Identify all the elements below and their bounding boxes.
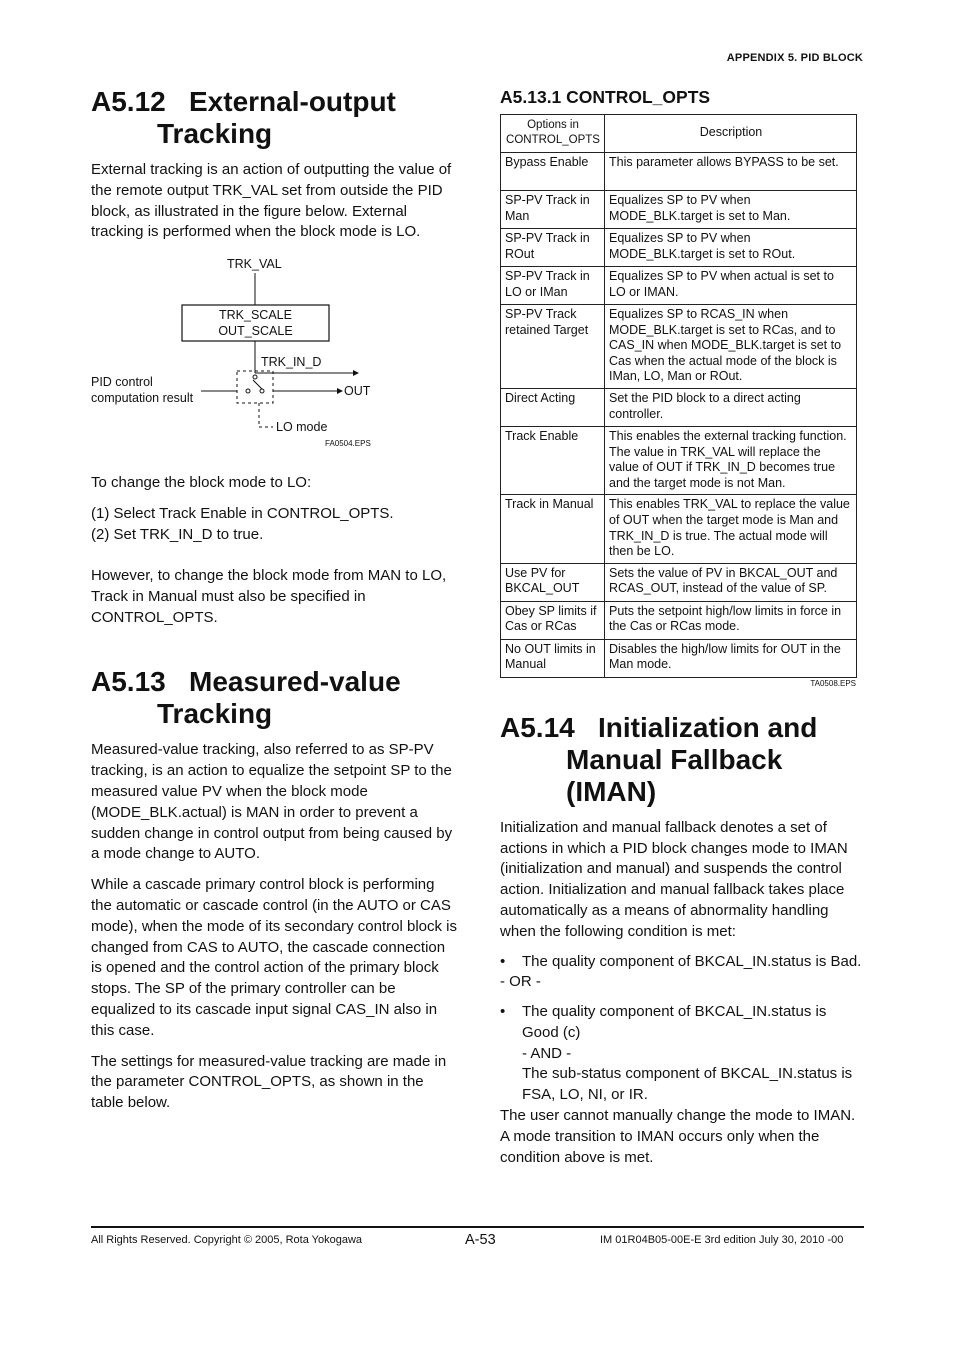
pid-label-line-1: PID control [91, 375, 153, 390]
bullet: • [500, 1003, 506, 1021]
running-head: APPENDIX 5. PID BLOCK [726, 52, 863, 64]
section-number: A5.13 [91, 666, 166, 698]
iman-note-paragraph: The user cannot manually change the mode to IMAN. A mode transition to IMAN occurs only when the condition above is met. [500, 1107, 856, 1166]
trk-in-d-arrow [353, 370, 359, 376]
description-cell: Equalizes SP to RCAS_IN when MODE_BLK.target is set to RCas, and to CAS_IN when MODE_BLK.target is set to Cas when the actual mode of the block is IMan, LO, Man or ROut. [605, 305, 857, 389]
option-cell: Track Enable [501, 426, 605, 494]
header-options [501, 115, 605, 153]
left-column [91, 86, 457, 1114]
switch-contact-b [260, 389, 264, 393]
condition-item-2 [500, 1002, 864, 1106]
table-row [501, 229, 857, 267]
bullet: • [500, 952, 506, 970]
condition-item-1 [500, 952, 864, 973]
description-cell: Equalizes SP to PV when actual is set to LO or IMAN. [605, 267, 857, 305]
section-number: A5.12 [91, 86, 166, 117]
option-cell: Track in Manual [501, 495, 605, 563]
heading-line-2: Tracking [157, 698, 273, 730]
option-cell: Obey SP limits if Cas or RCas [501, 601, 605, 639]
table-row [501, 153, 857, 191]
description-cell: This enables the external tracking function. The value in TRK_VAL will replace the value of OUT if TRK_IN_D becomes true and the target mode is not Man. [605, 426, 857, 494]
option-cell: SP-PV Track in LO or IMan [501, 267, 605, 305]
option-cell: Bypass Enable [501, 153, 605, 191]
heading-line-1: Initialization and [598, 711, 818, 743]
section-a5-14-heading [500, 712, 864, 808]
scale-box-line-1: TRK_SCALE [219, 308, 292, 323]
option-cell: Direct Acting [501, 388, 605, 426]
heading-line-1: Measured-value [189, 666, 401, 698]
option-cell: SP-PV Track in ROut [501, 229, 605, 267]
table-row [501, 639, 857, 677]
figure-eps-label: FA0504.EPS [325, 439, 371, 449]
control-opts-heading: A5.13.1 CONTROL_OPTS [500, 87, 711, 107]
condition-text: The quality component of BKCAL_IN.status is Bad. [522, 952, 862, 970]
table-row [501, 563, 857, 601]
description-cell: This enables TRK_VAL to replace the value of OUT when the target mode is Man and TRK_IN_D is true. The actual mode will then be LO. [605, 495, 857, 563]
scale-box-line-2: OUT_SCALE [218, 324, 293, 339]
lo-mode-line [259, 403, 273, 427]
or-separator: - OR - [500, 973, 541, 991]
footer-rule [91, 1226, 864, 1228]
description-cell: Set the PID block to a direct acting controller. [605, 388, 857, 426]
right-column [500, 86, 864, 1168]
and-separator: - AND - [522, 1044, 572, 1062]
table-row [501, 191, 857, 229]
table-row [501, 305, 857, 389]
page-number: A-53 [465, 1232, 496, 1248]
option-cell: Use PV for BKCAL_OUT [501, 563, 605, 601]
condition-list [500, 952, 864, 973]
header-options-line-1: Options in [527, 119, 579, 131]
section-a5-13-heading [91, 666, 457, 730]
option-cell: SP-PV Track retained Target [501, 305, 605, 389]
description-cell: Equalizes SP to PV when MODE_BLK.target is set to ROut. [605, 229, 857, 267]
measured-value-paragraph-1: Measured-value tracking, also referred to as SP-PV tracking, is an action to equalize the setpoint SP to the measured value PV when the block mode (MODE_BLK.actual) is MAN in order to prevent a sudden change in control output from being caused by a mode change to AUTO. [91, 741, 453, 863]
description-cell: Equalizes SP to PV when MODE_BLK.target is set to Man. [605, 191, 857, 229]
trk-val-label: TRK_VAL [227, 257, 282, 272]
footer-document-id: IM 01R04B05-00E-E 3rd edition July 30, 2010 -00 [600, 1234, 844, 1246]
description-cell: Puts the setpoint high/low limits in force in the Cas or RCas mode. [605, 601, 857, 639]
switch-blade [253, 380, 262, 389]
table-row [501, 267, 857, 305]
iman-paragraph: Initialization and manual fallback denotes a set of actions in which a PID block changes mode to IMAN (initialization and manual) and suspends the control action. Initialization and manual fallback takes place automatically as a means of abnormality handling when the following condition is met: [500, 818, 848, 940]
header-description: Description [605, 115, 857, 153]
table-row [501, 495, 857, 563]
lo-mode-label: LO mode [276, 420, 328, 435]
tracking-figure [91, 257, 457, 473]
control-opts-table [500, 114, 857, 678]
switch-contact-top [253, 375, 257, 379]
steps-list [91, 503, 457, 545]
trk-in-d-label: TRK_IN_D [261, 355, 322, 370]
measured-value-paragraph-3: The settings for measured-value tracking are made in the parameter CONTROL_OPTS, as shown in the table below. [91, 1052, 447, 1112]
header-options-line-2: CONTROL_OPTS [506, 134, 600, 146]
heading-line-2: Manual Fallback [566, 743, 783, 775]
option-cell: No OUT limits in Manual [501, 639, 605, 677]
section-a5-12-heading [91, 86, 457, 150]
description-cell: Disables the high/low limits for OUT in the Man mode. [605, 639, 857, 677]
out-arrow [337, 388, 343, 394]
step-1: (1) Select Track Enable in CONTROL_OPTS. [91, 504, 394, 522]
external-tracking-paragraph: External tracking is an action of outputting the value of the remote output TRK_VAL set from outside the PID block, as illustrated in the figure below. External tracking is performed when the block mode is LO. [91, 161, 452, 241]
section-number: A5.14 [500, 711, 575, 743]
measured-value-paragraph-2: While a cascade primary control block is performing the automatic or cascade control (in the AUTO or CAS mode), when the mode of its secondary control block is changed from CAS to AUTO, the cascade connection is opened and the control action of the primary block stops. The SP of the primary controller can be equalized to its cascade input signal CAS_IN also in this case. [91, 876, 458, 1039]
description-cell: Sets the value of PV in BKCAL_OUT and RCAS_OUT, instead of the value of SP. [605, 563, 857, 601]
condition-text: The quality component of BKCAL_IN.status is Good (c) [522, 1003, 827, 1041]
change-mode-paragraph: To change the block mode to LO: [91, 474, 312, 492]
man-to-lo-paragraph: However, to change the block mode from MAN to LO, Track in Manual must also be specified in CONTROL_OPTS. [91, 566, 447, 626]
switch-contact-a [246, 389, 250, 393]
table-row [501, 426, 857, 494]
condition-list-2 [500, 1002, 864, 1106]
table-row [501, 601, 857, 639]
footer-copyright: All Rights Reserved. Copyright © 2005, Rota Yokogawa [91, 1234, 363, 1246]
table-eps-label: TA0508.EPS [810, 678, 856, 688]
description-cell: This parameter allows BYPASS to be set. [605, 153, 857, 191]
heading-line-3: (IMAN) [566, 775, 657, 807]
table-header-row [501, 115, 857, 153]
heading-line-2: Tracking [157, 118, 273, 149]
condition-text-2: The sub-status component of BKCAL_IN.status is FSA, LO, NI, or IR. [522, 1065, 853, 1104]
step-2: (2) Set TRK_IN_D to true. [91, 525, 264, 543]
option-cell: SP-PV Track in Man [501, 191, 605, 229]
pid-label-line-2: computation result [91, 391, 194, 406]
out-label: OUT [344, 384, 371, 399]
heading-line-1: External-output [189, 86, 396, 117]
table-row [501, 388, 857, 426]
